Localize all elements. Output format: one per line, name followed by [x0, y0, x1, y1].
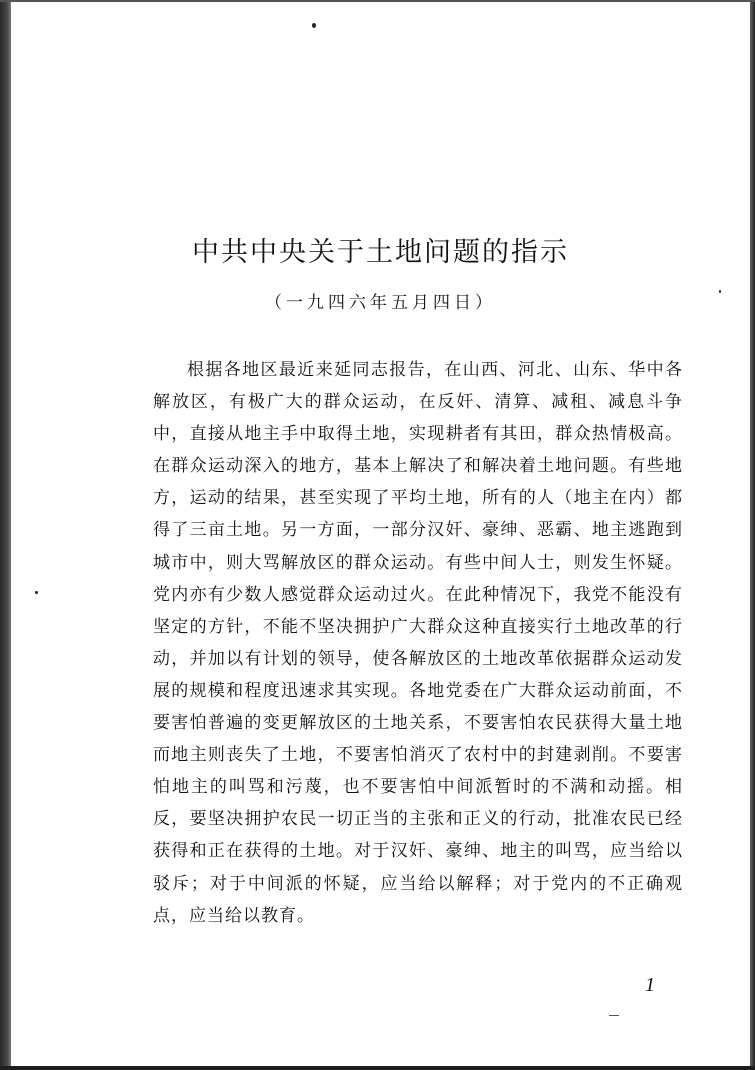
document-page	[11, 2, 750, 1066]
page-title: 中共中央关于土地问题的指示	[192, 237, 569, 268]
scan-speck	[35, 591, 38, 594]
scan-edge-bottom	[0, 1066, 755, 1070]
scan-shadow-right	[750, 0, 755, 1070]
document-date: （一九四六年五月四日）	[265, 293, 496, 313]
scan-shadow-left	[0, 0, 11, 1070]
body-paragraph: 根据各地区最近来延同志报告，在山西、河北、山东、华中各解放区，有极广大的群众运动，在反奸、清算、减租、减息斗争中，直接从地主手中取得土地，实现耕者有其田，群众热情极高。在群众运动深入的地方，基本上解决了和解决着土地问题。有些地方，运动的结果，甚至实现了平均土地，所有的人（地主在内）都得了三亩土地。另一方面，一部分汉奸、豪绅、恶霸、地主逃跑到城市中，则大骂解放区的群众运动。有些中间人士，则发生怀疑。党内亦有少数人感觉群众运动过火。在此种情况下，我党不能没有坚定的方针，不能不坚决拥护广大群众这种直接实行土地改革的行动，并加以有计划的领导，使各解放区的土地改革依据群众运动发展的规模和程度迅速求其实现。各地党委在广大群众运动前面，不要害怕普遍的变更解放区的土地关系，不要害怕农民获得大量土地而地主则丧失了土地，不要害怕消灭了农村中的封建剥削。不要害怕地主的叫骂和污蔑，也不要害怕中间派暂时的不满和动摇。相反，要坚决拥护农民一切正当的主张和正义的行动，批准农民已经获得和正在获得的土地。对于汉奸、豪绅、地主的叫骂，应当给以驳斥；对于中间派的怀疑，应当给以解释；对于党内的不正确观点，应当给以教育。	[153, 360, 683, 926]
scan-speck	[312, 23, 316, 28]
page-number: 1	[645, 974, 655, 996]
scan-speck	[609, 1015, 619, 1016]
